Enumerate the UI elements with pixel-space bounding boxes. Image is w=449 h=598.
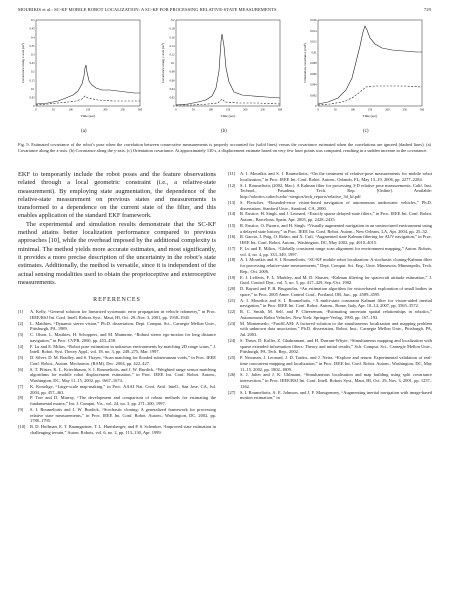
reference-entry: [228, 223, 432, 235]
y-tick-label: 0: [315, 105, 317, 109]
x-tick-label: 150: [367, 108, 373, 112]
reference-number: [13]: [228, 199, 236, 205]
reference-text: F. Lu and E. Milios, “Globally consistent range scan alignment for environment mapping,” Auton. Robots, vol. 4, no. 4, pp. 333–349, 1997.: [240, 245, 432, 257]
reference-list: [228, 171, 432, 401]
x-tick-label: 0: [317, 108, 319, 112]
reference-entry: [228, 234, 432, 246]
reference-entry: [18, 367, 216, 384]
reference-entry: [228, 321, 432, 338]
reference-number: [27]: [228, 389, 236, 395]
x-tick-label: 150: [85, 108, 91, 112]
figure-caption: Fig. 9. Estimated covariance of the robot’s pose when the correlation between consecutive measurements is properly accounted for (solid lines) versus the covariance estimated when the correlations are ignored (dashed lines). (a) Covariance along the x-axis. (b) Covariance along the y-axis. (c) Orientation covariance. At approximately 130 s, a displacement estimate based on very few laser points was computed, resulting in a sudden increase in the covariance.: [18, 142, 431, 154]
y-tick-label: 0.05: [29, 96, 35, 100]
reference-number: [9]: [18, 406, 24, 412]
xlabel-c: Time (sec): [362, 114, 378, 118]
reference-number: [7]: [18, 383, 24, 389]
y-tick-label: 0.014: [310, 29, 317, 33]
figure-9: [18, 16, 431, 141]
x-tick-label: 50: [191, 108, 195, 112]
reference-text: S. J. Julier and J. K. Uhlmann, “Simultaneous localisation and map building using split covariance intersection,” in Proc. IEEE/RSJ Int. Conf. Intell. Robots Syst., Maui, HI, Oct. 29–Nov. 3, 2001, pp. 1257–1262.: [240, 372, 432, 389]
y-tick-label: 0.06: [169, 79, 175, 83]
reference-text: K. Konolige, “Large-scale map-making,” in Proc. AAAI Nat. Conf. Artif. Intell., San Jose, CA, Jul. 2004, pp. 457–463.: [30, 383, 216, 395]
y-tick-label: 0.006: [310, 72, 317, 76]
reference-number: [20]: [228, 286, 236, 291]
x-tick-label: 100: [68, 108, 73, 112]
reference-text: D. Silver, D. M. Bradley, and S. Thayer, “Scan matching for flooded subterranean voids,” in Proc. IEEE Conf. Robot., Autom. Mechatron. (RAM), Dec. 2004, pp. 422–427.: [30, 355, 216, 366]
reference-text: P. Newman, J. Leonard, J. D. Tardos, and J. Neira, “Explore and return: Experimental validation of real-time concurrent mapping and localization,” in Proc. IEEE Int. Conf. Robot. Autom., Washington, DC, May 11–15, 2002, pp. 1802–1809.: [240, 355, 432, 372]
y-tick-label: 0.002: [310, 94, 317, 98]
reference-number: [6]: [18, 366, 24, 372]
reference-number: [8]: [18, 395, 24, 401]
reference-number: [10]: [18, 424, 26, 430]
y-tick-label: 0.15: [29, 79, 35, 83]
reference-entry: [18, 309, 216, 321]
reference-number: [12]: [228, 182, 236, 188]
reference-text: S. Thrun, D. Koller, Z. Ghahramani, and H. Durrant-Whyte, “Simultaneous mapping and localization with sparse extended information filters: Theory and initial results,” Sch. Comput. Sci., Carnegie Mellon Univ., Pittsburgh, PA, Tech. Rep., 2002.: [240, 337, 432, 355]
reference-text: S. I. Roumeliotis and J. W. Burdick, “Stochastic cloning: A generalized framework for processing relative state measurements,” in Proc. IEEE Int. Conf. Robot. Autom., Washington, DC, 2002, pp. 1788–1795.: [30, 406, 216, 424]
reference-entry: [228, 390, 432, 402]
y-tick-label: 0.016: [310, 19, 317, 23]
reference-entry: [18, 424, 216, 436]
running-header: [18, 7, 431, 12]
y-tick-label: 0.12: [169, 53, 175, 57]
y-tick-label: 0.2: [31, 70, 35, 74]
panel-label-b: (b): [221, 129, 227, 134]
reference-text: S. Fleischer, “Bounded-error vision-based navigation of autonomous underwater vehicles,” Ph.D. dissertation, Stanford Univ., Stanford, CA, 2000.: [240, 199, 432, 211]
reference-number: [24]: [228, 337, 236, 343]
panel-b: [158, 16, 288, 138]
reference-entry: [228, 286, 432, 298]
reference-entry: [18, 395, 216, 407]
y-tick-label: 0.1: [171, 62, 175, 66]
reference-entry: [18, 321, 216, 333]
reference-entry: [228, 246, 432, 258]
reference-entry: [228, 171, 432, 183]
x-tick-label: 300: [137, 108, 143, 112]
x-tick-label: 250: [260, 108, 265, 112]
reference-text: M. Montemerlo, “FastSLAM: A factored solution to the simultaneous localization and mapping problem with unknown data association,” Ph.D. dissertation, Robot. Inst., Carnegie Mellon Univ., Pittsburgh, PA, Jul. 2003.: [240, 320, 432, 337]
reference-number: [22]: [228, 309, 236, 314]
reference-number: [19]: [228, 274, 236, 280]
y-tick-label: 0.01: [311, 51, 317, 55]
reference-entry: [18, 407, 216, 424]
reference-list: [18, 309, 216, 436]
x-tick-label: 100: [208, 108, 213, 112]
reference-number: [11]: [228, 171, 236, 176]
left-column: [18, 171, 216, 436]
reference-number: [3]: [18, 332, 24, 338]
y-tick-label: 0.14: [169, 44, 175, 48]
x-tick-label: 50: [51, 108, 55, 112]
reference-number: [5]: [18, 355, 24, 361]
y-tick-label: 0.45: [29, 27, 35, 31]
ylabel-c: Orientation covariance (rad²): [303, 43, 307, 83]
reference-number: [23]: [228, 320, 236, 326]
y-tick-label: 0.2: [171, 19, 175, 23]
reference-text: R. Eustice, H. Singh, and J. Leonard, “Exactly sparse delayed-state filters,” in Proc. IEEE Int. Conf. Robot. Autom., Barcelona, Spain, Apr. 2005, pp. 2428–2435.: [240, 211, 432, 222]
reference-number: [1]: [18, 309, 24, 315]
reference-entry: [228, 372, 432, 389]
reference-number: [26]: [228, 372, 236, 378]
reference-text: S. I. Roumeliotis (2002, Mar.). A Kalman filter for processing 3-D relative pose measurements. Calif. Inst. Technol., Pasadena, Tech. Rep. [Online]. Available: http://robotics.caltech.edu/~stergios/tech_reports/relative_3d_kf.pdf: [240, 182, 432, 199]
reference-entry: [228, 309, 432, 321]
page-number: 729: [423, 7, 431, 12]
reference-number: [18]: [228, 257, 236, 263]
x-tick-label: 0: [35, 108, 37, 112]
reference-number: [16]: [228, 234, 236, 240]
reference-entry: [18, 344, 216, 356]
reference-entry: [18, 384, 216, 396]
reference-text: E. J. Lefferts, F. L. Markley, and M. D. Shuster, “Kalman filtering for spacecraft attitude estimation,” J. Guid. Control Dyn., vol. 5, no. 5, pp. 417–429, Sep./Oct. 1982.: [240, 274, 432, 286]
reference-entry: [18, 355, 216, 367]
reference-text: R. Eustice, O. Pizarro, and H. Singh, “Visually augmented navigation in an unstructured environment using a delayed state history,” in Proc. IEEE Int. Conf. Robot. Autom., New Orleans, LA, Apr. 2004, pp. 25–32.: [240, 222, 432, 234]
y-tick-label: 0: [33, 105, 35, 109]
reference-number: [4]: [18, 343, 24, 349]
x-tick-label: 0: [175, 108, 177, 112]
reference-text: D. Bayard and P. B. Brugarolas, “An estimation algorithm for vision-based exploration of small bodies in space,” in Proc. 2005 Amer. Control Conf., Portland, OR, Jun., pp. 4589–4595.: [240, 286, 432, 297]
running-title: MOURIKIS et al.: SC-KF MOBILE ROBOT LOCALIZATION: A SC-KF FOR PROCESSING RELATIVE-STATE MEASUREMENTS: [18, 7, 277, 12]
reference-number: [2]: [18, 320, 24, 326]
reference-number: [15]: [228, 222, 236, 228]
chart-c: [300, 16, 430, 126]
reference-number: [21]: [228, 297, 236, 303]
x-tick-label: 50: [333, 108, 337, 112]
reference-text: R. Garcia, J. Puig, O. Ridao, and X. Cufi, “Augmented state Kalman filtering for AUV navigation,” in Proc. IEEE Int. Conf. Robot. Autom., Washington, DC, May 2002, pp. 4010–4015.: [240, 234, 432, 245]
y-tick-label: 0.08: [169, 70, 175, 74]
y-tick-label: 0.1: [31, 87, 35, 91]
panel-label-c: (c): [363, 129, 369, 134]
right-column: [228, 171, 432, 401]
reference-entry: [228, 211, 432, 223]
panel-a: [18, 16, 148, 138]
reference-entry: [228, 200, 432, 212]
reference-entry: [228, 275, 432, 287]
reference-text: P. Torr and D. Murray, “The development and comparison of robust methods for estimating the fundamental matrix,” Int. J. Comput. Vis., vol. 24, no. 3, pp. 271–300, 1997.: [30, 395, 216, 407]
reference-text: S. T. Pfister, K. L. Kriechbaum, S. I. Roumeliotis, and J. W. Burdick, “Weighted range sensor matching algorithms for mobile robot displacement estimation,” in Proc. IEEE Int. Conf. Robot. Autom., Washington, DC, May 11–15, 2002, pp. 1667–1674.: [30, 366, 216, 384]
y-tick-label: 0.008: [310, 62, 317, 66]
y-tick-label: 0.004: [310, 83, 317, 87]
reference-text: A. I. Mourikis and S. I. Roumeliotis, “On the treatment of relative-pose measurements for mobile robot localization,” in Proc. IEEE Int. Conf. Robot. Autom., Orlando, FL, May 15–19, 2006, pp. 2277–2284.: [240, 171, 432, 182]
reference-entry: [228, 338, 432, 355]
panel-c: [300, 16, 430, 138]
reference-text: A. I. Mourikis and S. I. Roumeliotis, “A multi-state constraint Kalman filter for vision-aided inertial navigation,” in Proc. IEEE Int. Conf. Robot. Autom., Rome, Italy, Apr. 10–14, 2007, pp. 3565–3572.: [240, 297, 432, 309]
ylabel-a: Covariance along x-axis (m²): [21, 43, 25, 83]
y-tick-label: 0.16: [169, 36, 175, 40]
reference-text: A. Kelly, “General solution for linearized systematic error propagation in vehicle odometry,” in Proc. IEEE/RSJ Int. Conf. Intell. Robots Syst., Maui, HI, Oct. 29–Nov. 3, 2001, pp. 1938–1945.: [30, 309, 216, 320]
y-tick-label: 0.25: [29, 62, 35, 66]
chart-b: [158, 16, 288, 126]
reference-text: F. Lu and E. Milios, “Robot pose estimation in unknown environments by matching 2D range scans,” J. Intell. Robot. Syst. Theory Appl., vol. 18, no. 3, pp. 249–275, Mar. 1997.: [30, 343, 216, 355]
reference-text: L. Matthies, “Dynamic stereo vision,” Ph.D. dissertation, Dept. Comput. Sci., Carnegie Mellon Univ., Pittsburgh, PA, 1989.: [30, 320, 216, 332]
x-tick-label: 250: [120, 108, 125, 112]
reference-number: [14]: [228, 211, 236, 217]
reference-text: A. I. Mourikis and S. I. Roumeliotis, “SC-KF mobile robot localization: A stochastic cloning-Kalman filter for processing relative-state measurements,” Dept. Comput. Sci. Eng., Univ. Minnesota, Minneapolis, Tech. Rep., Oct. 2006.: [240, 257, 432, 274]
y-tick-label: 0.04: [169, 87, 175, 91]
x-tick-label: 150: [225, 108, 231, 112]
y-tick-label: 0.18: [169, 27, 175, 31]
x-tick-label: 300: [277, 108, 283, 112]
ylabel-b: Covariance along y-axis (m²): [161, 43, 165, 83]
reference-entry: [228, 257, 432, 274]
reference-text: R. C. Smith, M. Self, and P. Cheeseman, “Estimating uncertain spatial relationships in robotics,” Autonomous Robot Vehicles. New York: Springer-Verlag, 1990, pp. 167–193.: [240, 309, 432, 320]
y-tick-label: 0.012: [310, 40, 317, 44]
body-paragraph: EKF to temporarily include the robot poses and the feature observations related through a local geometric constraint (i.e., a relative-state measurement). By employing state augmentation, the dependence of the relative-state measurement on previous states and measurements is transformed to a dependence on the current state of the filter, and this enables application of the standard EKF framework.: [18, 171, 216, 220]
y-tick-label: 0.35: [29, 44, 35, 48]
x-tick-label: 300: [419, 108, 425, 112]
xlabel-a: Time (sec): [80, 114, 96, 118]
x-tick-label: 200: [243, 108, 248, 112]
body-paragraph: The experimental and simulation results demonstrate that the SC-KF method attains better localization performance compared to previous approaches [10], while the overhead imposed by the additional complexity is minimal. The method yields more accurate estimates, and most significantly, it provides a more precise description of the uncertainty in the robot’s state estimates. Additionally, the method is versatile, since it is independent of the actual sensing modalities used to obtain the proprioceptive and exteroceptive measurements.: [18, 220, 216, 286]
panel-label-a: (a): [81, 129, 87, 134]
reference-entry: [228, 298, 432, 310]
x-tick-label: 200: [103, 108, 108, 112]
y-tick-label: 0.3: [31, 53, 35, 57]
y-tick-label: 0.4: [31, 36, 35, 40]
reference-number: [17]: [228, 245, 236, 251]
reference-text: B. D. Hoffman, E. T. Baumgartner, T. L. Huntsberger, and P. S. Schenker, “Improved state estimation in challenging terrain,” Auton. Robots, vol. 6, no. 2, pp. 113–130, Apr. 1999.: [30, 424, 216, 435]
reference-entry: [228, 183, 432, 200]
y-tick-label: 0: [173, 105, 175, 109]
x-tick-label: 250: [402, 108, 407, 112]
chart-a: [18, 16, 148, 126]
xlabel-b: Time (sec): [220, 114, 236, 118]
reference-number: [25]: [228, 355, 236, 360]
references-heading: REFERENCES: [93, 297, 141, 304]
y-tick-label: 0.5: [31, 19, 35, 23]
reference-text: C. Olson, L. Matthies, H. Schoppers, and M. Maimone, “Robust stereo ego-motion for long distance navigation,” in Proc. CVPR, 2000, pp. 453–458.: [30, 332, 216, 343]
reference-entry: [18, 332, 216, 344]
reference-entry: [228, 355, 432, 372]
x-tick-label: 200: [385, 108, 390, 112]
x-tick-label: 100: [350, 108, 355, 112]
reference-text: S. I. Roumeliotis, A. E. Johnson, and J. F. Montgomery, “Augmenting inertial navigation with image-based motion estimation,” in: [240, 389, 432, 401]
y-tick-label: 0.02: [169, 96, 175, 100]
